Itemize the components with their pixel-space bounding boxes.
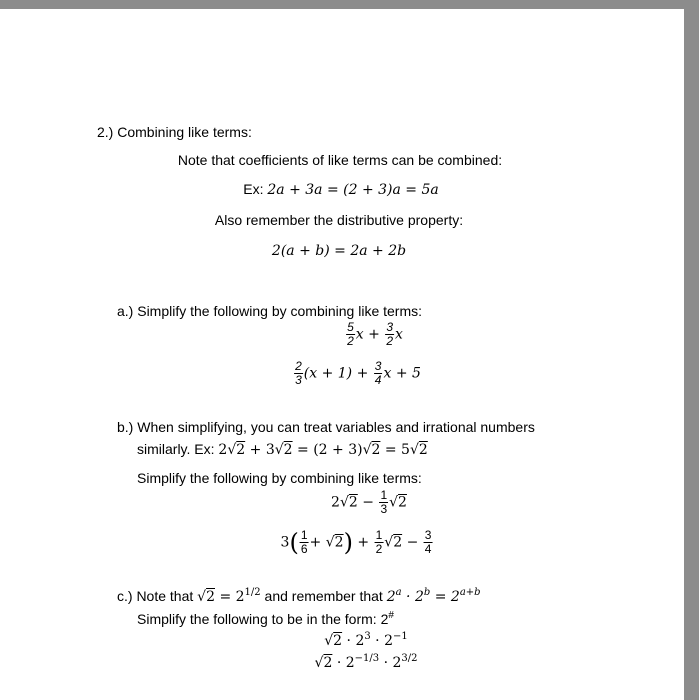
problem-heading: 2.) Combining like terms:	[97, 124, 252, 140]
example-math: 2a + 3a = (2 + 3)a = 5a	[267, 182, 439, 198]
part-c-instruction-text: Simplify the following to be in the form:	[137, 611, 381, 627]
distributive-property: 2(a + b) = 2a + 2b	[271, 243, 407, 259]
part-b-expression-1: 2√2 − $\frac{1}{3}$ √2	[331, 488, 407, 516]
part-c-instruction: Simplify the following to be in the form: 2#	[137, 610, 394, 627]
part-c-expression-2: $√2 \cdot 2^{-1/3} \cdot 2^{3/2}$	[314, 653, 418, 671]
right-scroll-border	[684, 0, 699, 700]
top-border	[0, 0, 699, 9]
part-b-prefix: similarly. Ex:	[137, 441, 219, 457]
part-a-label: a.) Simplify the following by combining like terms:	[117, 303, 423, 319]
part-b-instruction: Simplify the following by combining like terms:	[137, 470, 422, 486]
part-a-expression-2: $\frac{2}{3}$ (x + 1) + $\frac{3}{4}$ x + 5	[295, 359, 421, 387]
part-c-label: c.) Note that $√2 = 2^{1/2}$ and remember that $2^a \cdot 2^b = 2^{a+b}$	[117, 587, 481, 605]
part-c-mid: and remember that	[260, 588, 387, 604]
part-c-expression-1: $√2 \cdot 2^3 \cdot 2^{-1}$	[324, 631, 408, 649]
like-terms-note: Note that coefficients of like terms can be combined:	[177, 152, 503, 168]
part-c-prefix: c.) Note that	[117, 588, 198, 604]
part-b-label: b.) When simplifying, you can treat variables and irrational numbers	[117, 419, 535, 435]
part-b-expression-2: 3( $\frac{1}{6}$ + √2) + $\frac{1}{2}$ √2 − $\frac{3}{4}$	[280, 528, 432, 557]
like-terms-example	[243, 180, 439, 199]
part-a-expression-1: $\frac{5}{2}$ x + $\frac{3}{2}$ x	[347, 320, 403, 348]
ex-prefix: Ex:	[243, 181, 268, 197]
part-b-example: similarly. Ex: 2√2 + 3√2 = (2 + 3)√2 = 5√2	[137, 441, 428, 458]
distributive-note: Also remember the distributive property:	[214, 212, 464, 228]
